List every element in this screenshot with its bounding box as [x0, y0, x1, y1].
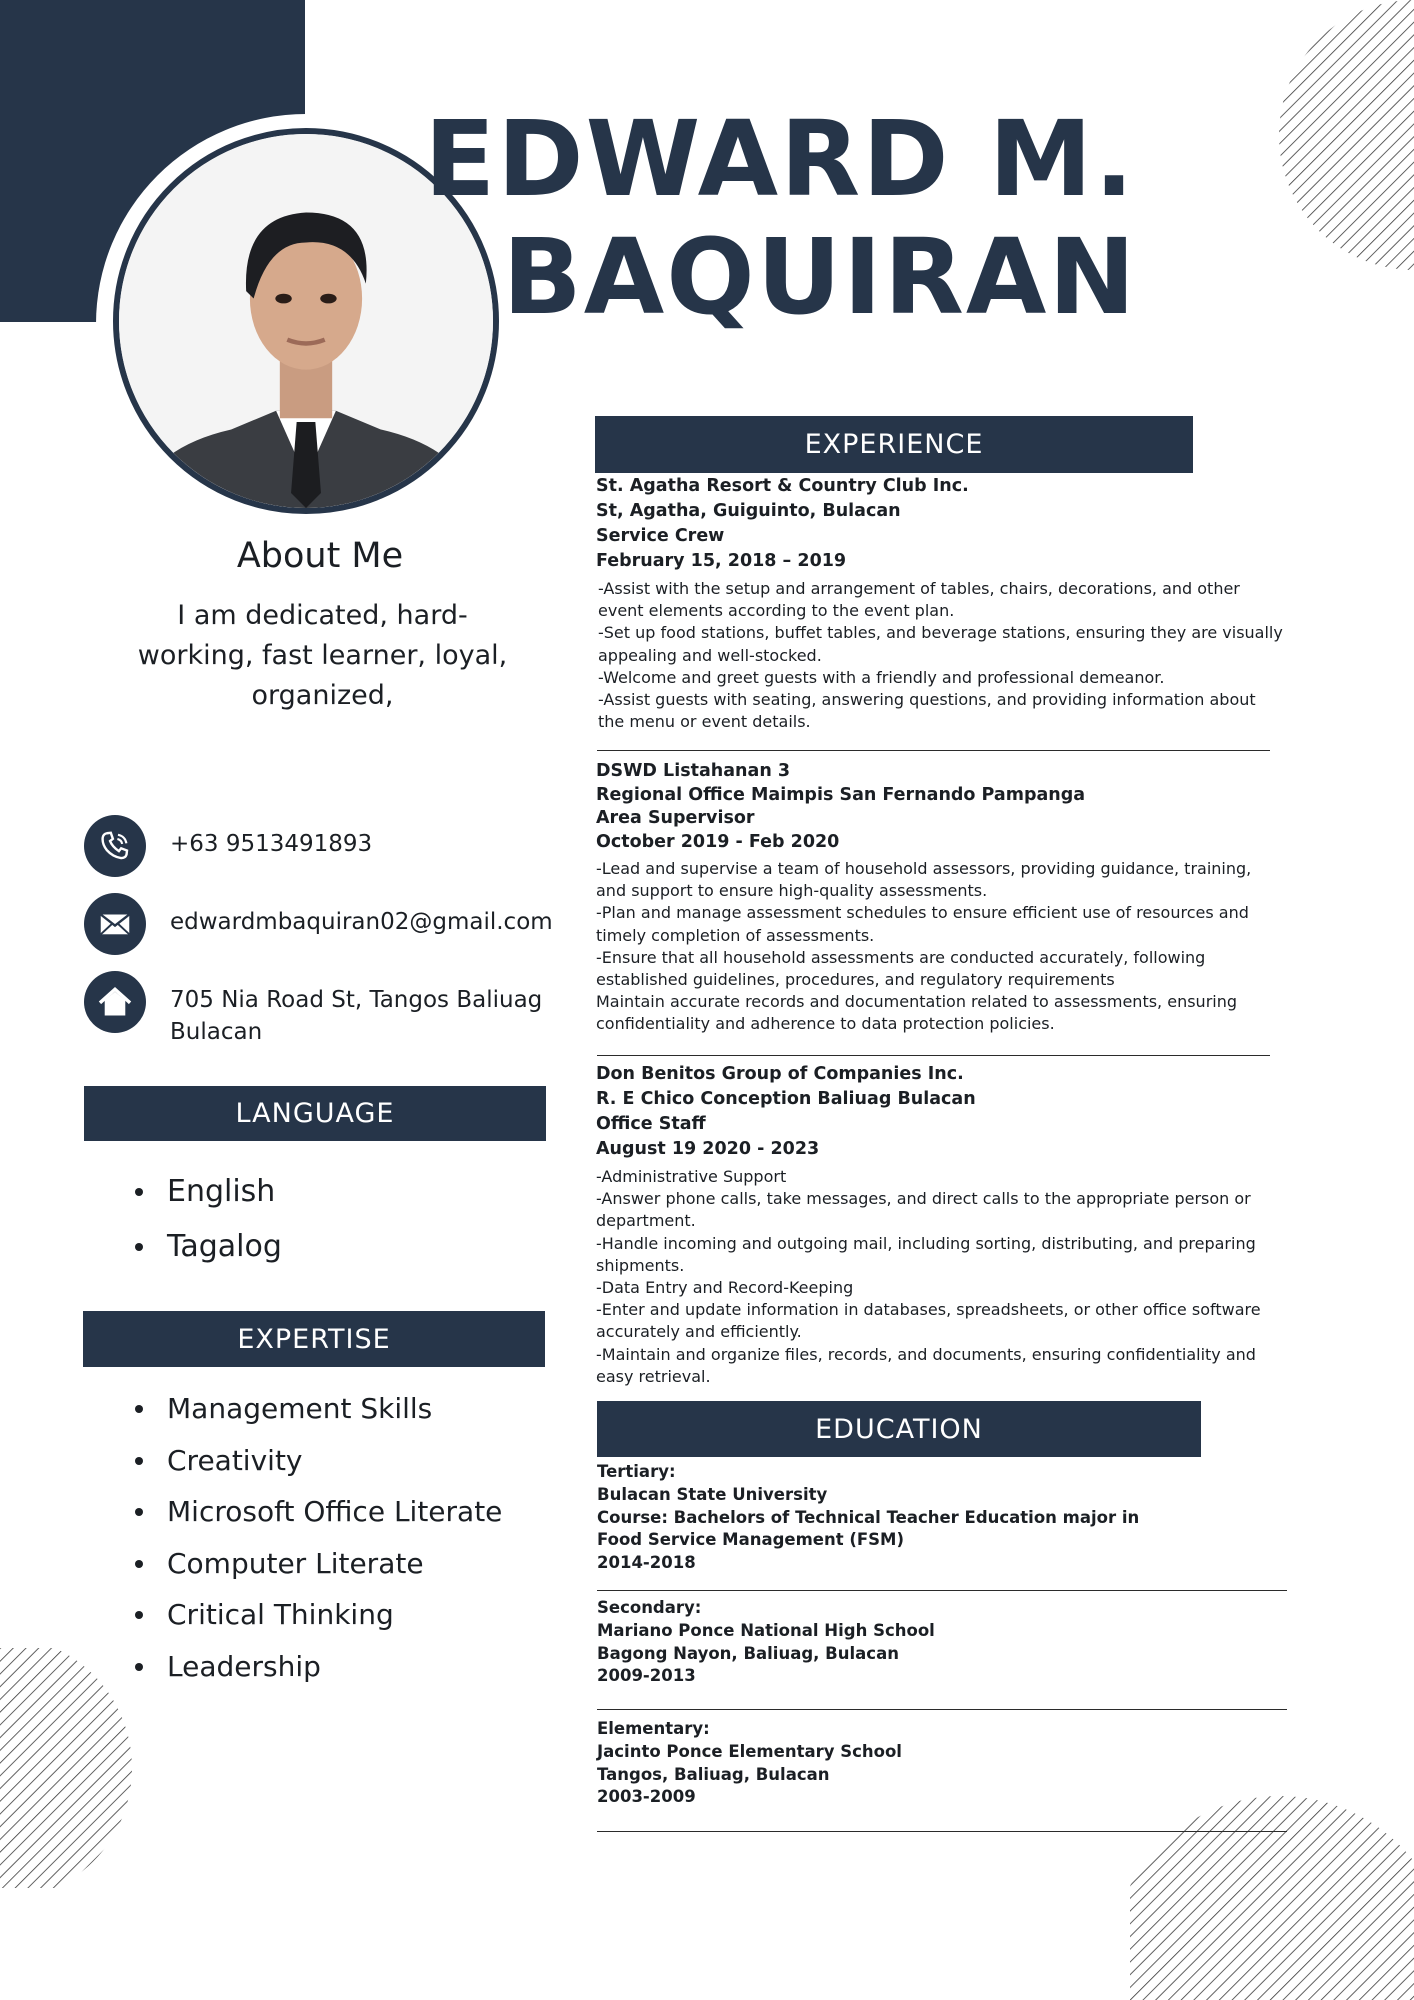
- education-line: Bulacan State University: [597, 1484, 828, 1504]
- job-location: R. E Chico Conception Baliuag Bulacan: [596, 1089, 976, 1109]
- job-position: Area Supervisor: [596, 808, 755, 828]
- education-line: Food Service Management (FSM): [597, 1530, 905, 1550]
- job-duty: -Ensure that all household assessments are conducted accurately, following established guidelines, procedures, and regulatory requirements: [596, 947, 1206, 990]
- education-line: Elementary:: [597, 1719, 710, 1738]
- divider: [597, 750, 1270, 751]
- job-duty: -Welcome and greet guests with a friendly and professional demeanor.: [598, 667, 1165, 687]
- job-dates: February 15, 2018 – 2019: [596, 551, 847, 571]
- candidate-name: [424, 98, 1170, 338]
- expertise-item: Microsoft Office Literate: [135, 1486, 502, 1538]
- hatched-circle-top-right: [1270, 0, 1414, 280]
- job-duty: Maintain accurate records and documentation related to assessments, ensuring confidentiality and adherence to data protection policies.: [596, 992, 1238, 1034]
- language-item: Tagalog: [135, 1219, 282, 1274]
- education-line: Tertiary:: [597, 1462, 676, 1481]
- divider: [597, 1709, 1287, 1710]
- job-duty: -Lead and supervise a team of household assessors, providing guidance, training, and support to ensure high-quality assessments.: [596, 859, 1252, 901]
- job-location: St, Agatha, Guiguinto, Bulacan: [596, 501, 901, 521]
- job-dates: October 2019 - Feb 2020: [596, 831, 840, 852]
- language-item: English: [135, 1164, 282, 1219]
- job-position: Service Crew: [596, 526, 725, 546]
- job-company: St. Agatha Resort & Country Club Inc.: [596, 476, 969, 496]
- job-duty: -Administrative Support: [596, 1167, 787, 1186]
- expertise-item: Critical Thinking: [135, 1589, 502, 1641]
- job-entry-3: [596, 1062, 1286, 1388]
- job-position: Office Staff: [596, 1114, 706, 1134]
- expertise-item: Computer Literate: [135, 1538, 502, 1590]
- name-line-2: BAQUIRAN: [502, 216, 1138, 338]
- contact-address: [84, 971, 570, 1048]
- job-dates: August 19 2020 - 2023: [596, 1139, 820, 1159]
- job-duty: -Handle incoming and outgoing mail, including sorting, distributing, and preparing shipments.: [596, 1233, 1256, 1275]
- job-entry-1: [596, 474, 1286, 733]
- education-line: Tangos, Baliuag, Bulacan: [597, 1764, 830, 1784]
- education-secondary: [597, 1597, 935, 1688]
- job-duty: -Answer phone calls, take messages, and direct calls to the appropriate person or department.: [596, 1189, 1251, 1231]
- job-entry-2: [596, 760, 1286, 1036]
- envelope-icon: [84, 893, 146, 955]
- expertise-item: Management Skills: [135, 1383, 502, 1435]
- house-icon: [84, 971, 146, 1033]
- hatched-circle-bottom-right: [1130, 1796, 1414, 2000]
- education-line: 2003-2009: [597, 1787, 696, 1807]
- job-duty: -Plan and manage assessment schedules to ensure efficient use of resources and timely completion of assessments.: [596, 903, 1249, 945]
- education-line: 2009-2013: [597, 1666, 696, 1686]
- job-company: DSWD Listahanan 3: [596, 761, 791, 781]
- contact-email: [84, 893, 570, 955]
- about-me-heading: About Me: [236, 536, 404, 576]
- education-line: Mariano Ponce National High School: [597, 1620, 935, 1640]
- email-address: edwardmbaquiran02@gmail.com: [170, 909, 553, 935]
- education-heading: EDUCATION: [597, 1401, 1201, 1457]
- job-location: Regional Office Maimpis San Fernando Pampanga: [596, 784, 1086, 805]
- education-line: Bagong Nayon, Baliuag, Bulacan: [597, 1643, 899, 1663]
- experience-heading: EXPERIENCE: [595, 416, 1193, 473]
- divider: [597, 1831, 1287, 1832]
- job-company: Don Benitos Group of Companies Inc.: [596, 1064, 964, 1084]
- phone-number: +63 9513491893: [170, 831, 373, 857]
- language-heading: LANGUAGE: [84, 1086, 546, 1141]
- job-duty: -Assist guests with seating, answering questions, and providing information about the menu or event details.: [598, 690, 1256, 732]
- divider: [597, 1055, 1270, 1056]
- contact-phone: [84, 815, 570, 877]
- home-address: 705 Nia Road St, Tangos Baliuag Bulacan: [170, 987, 543, 1045]
- job-duty: -Maintain and organize files, records, and documents, ensuring confidentiality and easy retrieval.: [596, 1344, 1256, 1386]
- job-duty: -Data Entry and Record-Keeping: [596, 1278, 854, 1298]
- about-me-text: I am dedicated, hard-working, fast learner, loyal, organized,: [137, 600, 508, 711]
- divider: [597, 1590, 1287, 1591]
- expertise-item: Creativity: [135, 1435, 502, 1487]
- name-line-1: EDWARD M.: [424, 98, 1136, 220]
- expertise-list: [135, 1383, 502, 1692]
- education-line: 2014-2018: [597, 1553, 696, 1573]
- expertise-item: Leadership: [135, 1641, 502, 1693]
- job-duty: -Enter and update information in databases, spreadsheets, or other office software accurately and efficiently.: [596, 1300, 1261, 1342]
- education-line: Secondary:: [597, 1598, 702, 1617]
- job-duty: -Set up food stations, buffet tables, and beverage stations, ensuring they are visually appealing and well-stocked.: [598, 623, 1283, 665]
- education-tertiary: [597, 1461, 1139, 1575]
- education-elementary: [597, 1718, 902, 1809]
- job-duty: -Assist with the setup and arrangement of tables, chairs, decorations, and other event elements according to the event plan.: [598, 579, 1240, 621]
- expertise-heading: EXPERTISE: [83, 1311, 545, 1367]
- hatched-circle-bottom-left: [0, 1648, 132, 1888]
- education-line: Course: Bachelors of Technical Teacher Education major in: [597, 1507, 1140, 1527]
- phone-icon: [84, 815, 146, 877]
- language-list: [135, 1164, 282, 1274]
- education-line: Jacinto Ponce Elementary School: [597, 1741, 902, 1761]
